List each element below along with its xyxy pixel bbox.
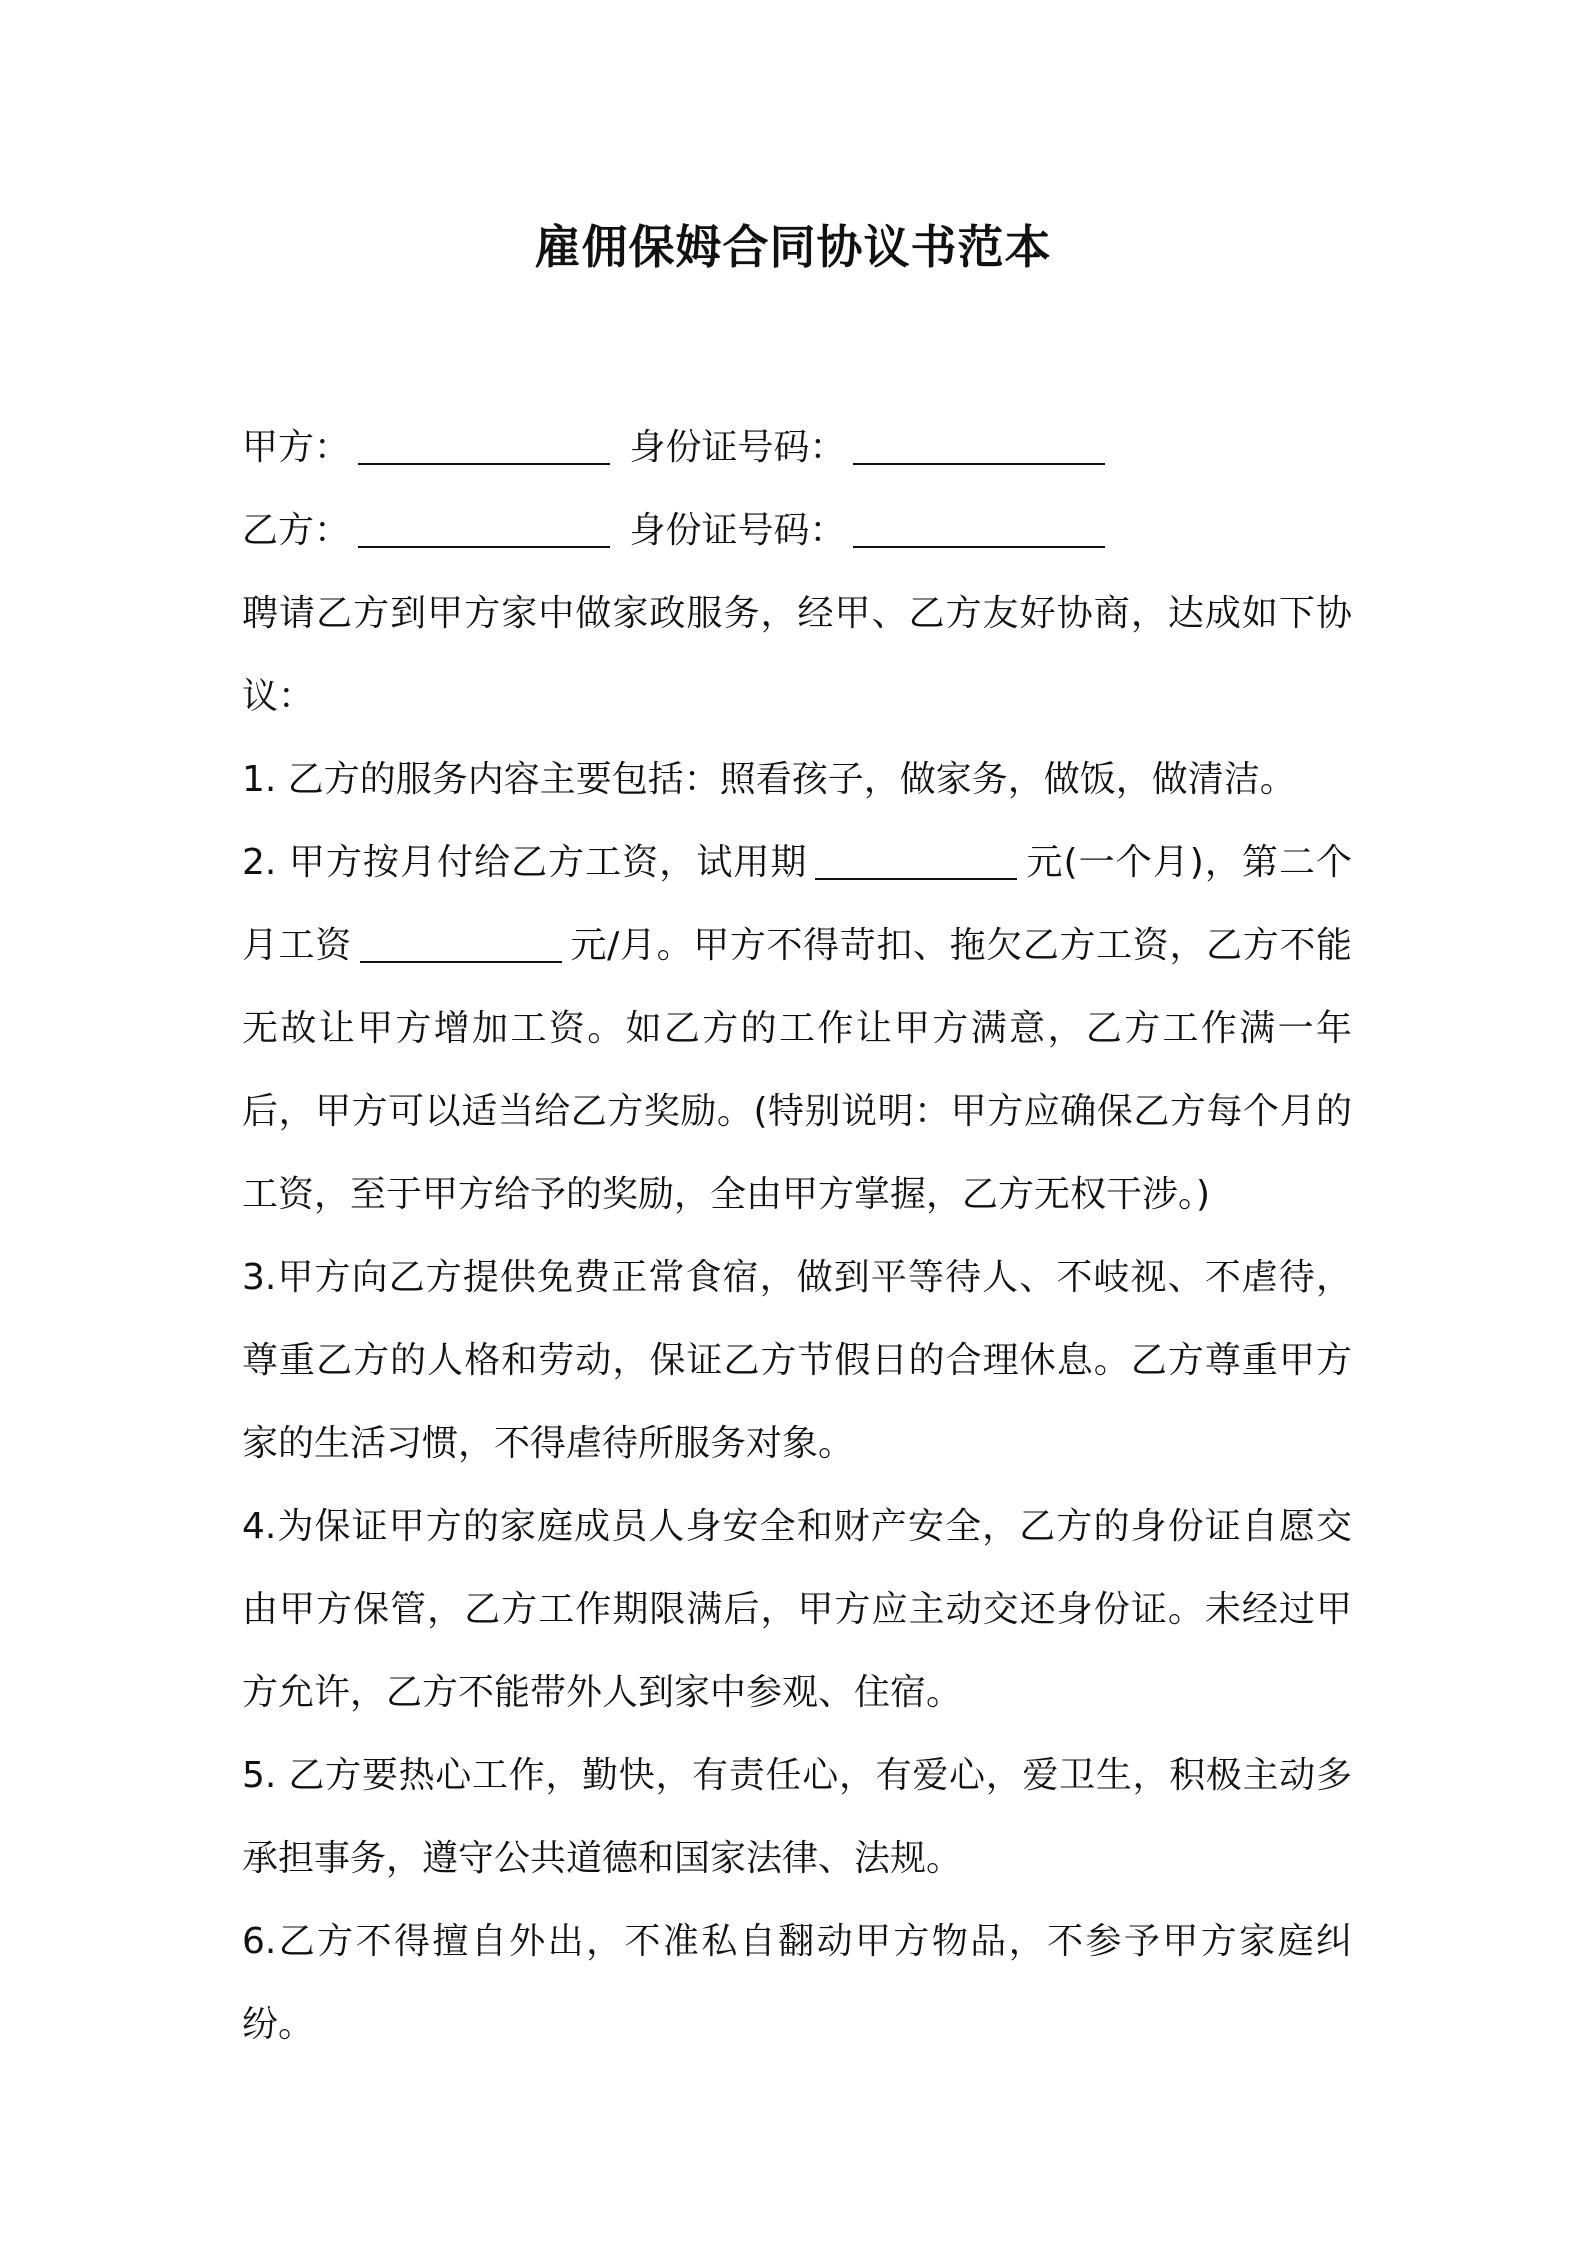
intro-paragraph: 聘请乙方到甲方家中做家政服务，经甲、乙方友好协商，达成如下协议：	[242, 593, 1352, 717]
clause-2-part-a: 2. 甲方按月付给乙方工资，试用期	[242, 842, 808, 883]
clause-2-part-b: 元(一个月)，第二个月工资	[242, 842, 1353, 966]
clause-1: 1. 乙方的服务内容主要包括：照看孩子，做家务，做饭，做清洁。	[242, 759, 1296, 800]
clause-5: 5. 乙方要热心工作，勤快，有责任心，有爱心，爱卫生，积极主动多承担事务，遵守公共道德和国家法律、法规。	[242, 1755, 1352, 1879]
party-b-id-blank	[853, 542, 1105, 548]
document-body	[242, 406, 1352, 2066]
party-b-id-label: 身份证号码：	[629, 510, 846, 551]
clause-3: 3.甲方向乙方提供免费正常食宿，做到平等待人、不岐视、不虐待，尊重乙方的人格和劳动，保证乙方节假日的合理休息。乙方尊重甲方家的生活习惯，不得虐待所服务对象。	[242, 1257, 1352, 1464]
party-b-line	[242, 489, 1352, 572]
party-b-name-blank	[358, 542, 610, 548]
party-b-label: 乙方：	[242, 510, 351, 551]
party-a-name-blank	[358, 459, 610, 465]
document-title: 雇佣保姆合同协议书范本	[534, 220, 1052, 274]
monthly-salary-blank	[360, 957, 562, 963]
party-a-line	[242, 406, 1352, 489]
party-a-label: 甲方：	[242, 427, 351, 468]
party-a-id-blank	[853, 459, 1105, 465]
clause-4: 4.为保证甲方的家庭成员人身安全和财产安全，乙方的身份证自愿交由甲方保管，乙方工作期限满后，甲方应主动交还身份证。未经过甲方允许，乙方不能带外人到家中参观、住宿。	[242, 1506, 1352, 1713]
party-a-id-label: 身份证号码：	[629, 427, 846, 468]
clause-6: 6.乙方不得擅自外出，不准私自翻动甲方物品，不参予甲方家庭纠纷。	[242, 1921, 1352, 2045]
clause-2	[242, 821, 1352, 1236]
trial-salary-blank	[815, 874, 1017, 880]
clause-2-part-c: 元/月。甲方不得苛扣、拖欠乙方工资，乙方不能无故让甲方增加工资。如乙方的工作让甲方满意，乙方工作满一年后，甲方可以适当给乙方奖励。(特别说明：甲方应确保乙方每个月的工资，至于甲方给予的奖励，全由甲方掌握，乙方无权干涉。)	[242, 925, 1352, 1215]
